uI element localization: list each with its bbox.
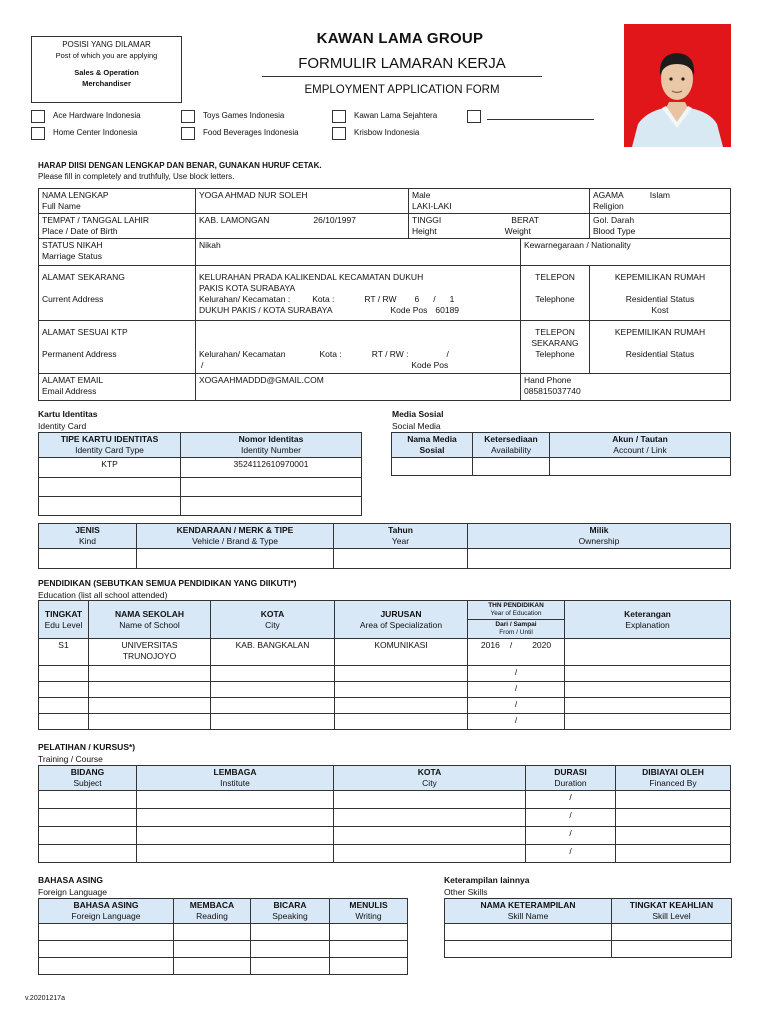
gender-label: Male <box>412 190 431 200</box>
ktp-rtrw-label: RT / RW : <box>371 349 409 359</box>
edu-col-level: TINGKAT Edu Level <box>39 601 89 639</box>
gender-field[interactable] <box>409 189 590 214</box>
address-line-2[interactable]: PAKIS KOTA SURABAYA <box>199 283 296 293</box>
language-cell[interactable] <box>39 924 174 941</box>
edu-explanation-cell[interactable] <box>565 639 731 666</box>
phone2-cell[interactable] <box>521 321 590 374</box>
ktp-kota-label: Kota : <box>319 349 342 359</box>
language-cell[interactable] <box>174 941 251 958</box>
vehicle-col-ownership: Milik Ownership <box>468 524 731 549</box>
training-col-subject: BIDANG Subject <box>39 766 137 791</box>
name-field[interactable] <box>196 189 409 214</box>
language-title-en: Foreign Language <box>38 887 108 897</box>
social-cell[interactable] <box>473 458 550 476</box>
edu-years-cell[interactable] <box>468 639 565 666</box>
personal-table <box>38 188 731 401</box>
edu-sep: / <box>509 640 513 650</box>
marital-label-cell <box>39 239 196 266</box>
training-cell[interactable] <box>334 809 526 827</box>
label-home-center: Home Center Indonesia <box>53 128 138 137</box>
training-cell[interactable] <box>616 827 731 845</box>
edu-cell[interactable] <box>211 698 335 714</box>
language-cell[interactable] <box>330 924 408 941</box>
edu-cell[interactable] <box>565 714 731 730</box>
social-col-availability: Ketersediaan Availability <box>473 433 550 458</box>
postcode-label: Kode Pos <box>390 305 428 315</box>
position-value-1[interactable]: Sales & Operation <box>74 68 139 77</box>
education-title: PENDIDIKAN (SEBUTKAN SEMUA PENDIDIKAN YANG DIIKUTI*) <box>38 578 297 588</box>
position-label-en: Post of which you are applying <box>55 51 158 60</box>
edu-col-years: THN PENDIDIKAN Year of Education Dari / Sampai From / Until <box>468 601 565 639</box>
checkbox-kls[interactable] <box>332 110 346 123</box>
edu-years-cell[interactable]: / <box>468 698 565 714</box>
language-cell[interactable] <box>174 924 251 941</box>
form-subtitle: EMPLOYMENT APPLICATION FORM <box>304 84 500 96</box>
edu-cell[interactable] <box>211 714 335 730</box>
blood-label: Gol. Darah <box>593 215 635 225</box>
edu-cell[interactable] <box>335 666 468 682</box>
edu-cell[interactable] <box>335 714 468 730</box>
position-box <box>31 36 182 103</box>
training-col-institute: LEMBAGA Institute <box>137 766 334 791</box>
training-cell[interactable] <box>39 827 137 845</box>
company-name: KAWAN LAMA GROUP <box>316 30 484 47</box>
person-photo-icon <box>624 24 731 147</box>
social-col-name: Nama Media Sosial <box>392 433 473 458</box>
checkbox-toys[interactable] <box>181 110 195 123</box>
edu-cell[interactable] <box>211 682 335 698</box>
edu-cell[interactable] <box>89 698 211 714</box>
edu-from[interactable]: 2016 <box>480 640 500 650</box>
identity-title: Kartu Identitas <box>38 409 98 419</box>
training-cell[interactable] <box>137 827 334 845</box>
training-duration-cell[interactable]: / <box>526 845 616 863</box>
marital-label-en: Marriage Status <box>42 251 102 261</box>
home-status-value[interactable]: Kost <box>651 305 669 315</box>
edu-until[interactable]: 2020 <box>532 640 552 650</box>
kelurahan-label: Kelurahan/ Kecamatan : <box>199 294 291 304</box>
other-company-field[interactable] <box>487 119 594 120</box>
edu-school-line1[interactable]: UNIVERSITAS <box>121 640 178 650</box>
height-label-en: Height <box>412 226 437 236</box>
address-label-en: Current Address <box>42 294 104 304</box>
training-cell[interactable] <box>137 809 334 827</box>
checkbox-home-center[interactable] <box>31 127 45 140</box>
language-cell[interactable] <box>330 941 408 958</box>
vehicle-col-brand: KENDARAAN / MERK & TIPE Vehicle / Brand & Type <box>137 524 334 549</box>
edu-cell[interactable] <box>565 698 731 714</box>
training-col-duration: DURASI Duration <box>526 766 616 791</box>
height-weight-cell[interactable] <box>409 214 590 239</box>
ktp-address-label: ALAMAT SESUAI KTP <box>42 327 128 337</box>
identity-table <box>38 432 362 516</box>
vehicle-col-kind: JENIS Kind <box>39 524 137 549</box>
position-value-2[interactable]: Merchandiser <box>82 79 131 88</box>
training-cell[interactable] <box>334 845 526 863</box>
social-title: Media Sosial <box>392 409 444 419</box>
identity-col-number: Nomor Identitas Identity Number <box>181 433 362 458</box>
language-col-speaking: BICARA Speaking <box>251 899 330 924</box>
identity-col-type: TIPE KARTU IDENTITAS Identity Card Type <box>39 433 181 458</box>
vehicle-col-year: Tahun Year <box>334 524 468 549</box>
social-title-en: Social Media <box>392 421 441 431</box>
edu-years-cell[interactable]: / <box>468 666 565 682</box>
skills-col-level: TINGKAT KEAHLIAN Skill Level <box>612 899 732 924</box>
label-krisbow: Krisbow Indonesia <box>354 128 420 137</box>
identity-cell[interactable] <box>39 478 181 497</box>
training-cell[interactable] <box>334 827 526 845</box>
identity-number-cell[interactable]: 3524112610970001 <box>181 458 362 478</box>
edu-city-cell[interactable]: KAB. BANGKALAN <box>211 639 335 666</box>
edu-major-cell[interactable]: KOMUNIKASI <box>335 639 468 666</box>
edu-level-cell[interactable]: S1 <box>39 639 89 666</box>
label-toys: Toys Games Indonesia <box>203 111 285 120</box>
training-cell[interactable] <box>39 809 137 827</box>
vehicle-table <box>38 523 731 569</box>
vehicle-cell[interactable] <box>137 549 334 569</box>
email-label-en: Email Address <box>42 386 97 396</box>
ktp-label-cell <box>39 321 196 374</box>
edu-col-city: KOTA City <box>211 601 335 639</box>
religion-value[interactable]: Islam <box>649 190 671 200</box>
training-cell[interactable] <box>39 845 137 863</box>
rtrw-slash: / <box>433 294 436 304</box>
phone2-label-en: Telephone <box>535 349 575 359</box>
edu-years-cell[interactable]: / <box>468 682 565 698</box>
language-col-reading: MEMBACA Reading <box>174 899 251 924</box>
rtrw-label: RT / RW <box>364 294 397 304</box>
name-label-en: Full Name <box>42 201 81 211</box>
identity-title-en: Identity Card <box>38 421 87 431</box>
form-title: FORMULIR LAMARAN KERJA <box>262 55 542 77</box>
weight-label-en: Weight <box>504 226 531 236</box>
edu-cell[interactable] <box>39 666 89 682</box>
position-label: POSISI YANG DILAMAR <box>62 40 151 49</box>
marital-field[interactable] <box>196 239 521 266</box>
edu-school-cell[interactable] <box>89 639 211 666</box>
email-field[interactable] <box>196 374 521 401</box>
blood-label-en: Blood Type <box>593 226 636 236</box>
instructions-en: Please fill in completely and truthfully, Use block letters. <box>38 172 235 181</box>
skills-title: Keterampilan lainnya <box>444 875 530 885</box>
edu-col-explanation: Keterangan Explanation <box>565 601 731 639</box>
religion-label: AGAMA <box>593 190 624 200</box>
edu-cell[interactable] <box>335 698 468 714</box>
birth-label-en: Place / Date of Birth <box>42 226 118 236</box>
edu-col-major: JURUSAN Area of Specialization <box>335 601 468 639</box>
edu-years-cell[interactable]: / <box>468 714 565 730</box>
name-value[interactable]: YOGA AHMAD NUR SOLEH <box>199 190 308 200</box>
email-label: ALAMAT EMAIL <box>42 375 104 385</box>
training-cell[interactable] <box>39 791 137 809</box>
phone-cell[interactable] <box>521 266 590 321</box>
ktp-address-label-en: Permanent Address <box>42 349 117 359</box>
height-label: TINGGI <box>412 215 442 225</box>
checkbox-krisbow[interactable] <box>332 127 346 140</box>
handphone-label: Hand Phone <box>524 375 572 385</box>
identity-type-cell[interactable]: KTP <box>39 458 181 478</box>
address-line-1[interactable]: KELURAHAN PRADA KALIKENDAL KECAMATAN DUKUH <box>199 272 424 282</box>
phone2-label: TELEPON <box>535 327 575 337</box>
nationality-label: Kewarnegaraan / Nationality <box>524 240 631 250</box>
identity-cell[interactable] <box>181 497 362 516</box>
identity-cell[interactable] <box>39 497 181 516</box>
skills-title-en: Other Skills <box>444 887 488 897</box>
training-cell[interactable] <box>137 845 334 863</box>
language-col-name: BAHASA ASING Foreign Language <box>39 899 174 924</box>
training-table <box>38 765 731 863</box>
training-duration-cell[interactable]: / <box>526 827 616 845</box>
checkbox-ace[interactable] <box>31 110 45 123</box>
edu-cell[interactable] <box>89 682 211 698</box>
phone-label-en: Telephone <box>535 294 575 304</box>
language-cell[interactable] <box>251 924 330 941</box>
language-table <box>38 898 408 975</box>
edu-school-line2[interactable]: TRUNOJOYO <box>122 651 177 661</box>
weight-label: BERAT <box>511 215 539 225</box>
blood-cell[interactable] <box>590 214 731 239</box>
vehicle-cell[interactable] <box>334 549 468 569</box>
home-status2-label: KEPEMILIKAN RUMAH <box>614 327 706 337</box>
checkbox-food[interactable] <box>181 127 195 140</box>
skills-cell[interactable] <box>612 924 732 941</box>
edu-cell[interactable] <box>565 666 731 682</box>
phone-label: TELEPON <box>535 272 575 282</box>
training-cell[interactable] <box>616 845 731 863</box>
edu-cell[interactable] <box>39 682 89 698</box>
religion-cell[interactable] <box>590 189 731 214</box>
edu-cell[interactable] <box>89 666 211 682</box>
email-value[interactable]: XOGAAHMADDD@GMAIL.COM <box>199 375 324 385</box>
social-col-account: Akun / Tautan Account / Link <box>550 433 731 458</box>
edu-col-school: NAMA SEKOLAH Name of School <box>89 601 211 639</box>
training-col-financed: DIBIAYAI OLEH Financed By <box>616 766 731 791</box>
training-cell[interactable] <box>137 791 334 809</box>
social-table <box>391 432 731 476</box>
edu-cell[interactable] <box>39 698 89 714</box>
marital-value[interactable]: Nikah <box>199 240 221 250</box>
language-cell[interactable] <box>174 958 251 975</box>
phone2-label-2: SEKARANG <box>531 338 579 348</box>
skills-col-name: NAMA KETERAMPILAN Skill Name <box>445 899 612 924</box>
address-line-3[interactable]: DUKUH PAKIS / KOTA SURABAYA <box>199 305 333 315</box>
ktp-slash: / <box>201 360 204 370</box>
home-status-label-en: Residential Status <box>625 294 695 304</box>
rw-value[interactable]: 1 <box>449 294 455 304</box>
social-cell[interactable] <box>550 458 731 476</box>
training-cell[interactable] <box>616 791 731 809</box>
kota-label: Kota : <box>312 294 335 304</box>
birth-date[interactable]: 26/10/1997 <box>313 215 356 225</box>
home-status2-label-en: Residential Status <box>625 349 695 359</box>
training-cell[interactable] <box>334 791 526 809</box>
edu-cell[interactable] <box>211 666 335 682</box>
language-cell[interactable] <box>39 958 174 975</box>
vehicle-cell[interactable] <box>468 549 731 569</box>
instructions-id: HARAP DIISI DENGAN LENGKAP DAN BENAR, GUNAKAN HURUF CETAK. <box>38 161 322 170</box>
skills-cell[interactable] <box>445 941 612 958</box>
label-ace: Ace Hardware Indonesia <box>53 111 141 120</box>
training-title: PELATIHAN / KURSUS*) <box>38 742 136 752</box>
applicant-photo <box>624 24 731 147</box>
home-status2-cell[interactable] <box>590 321 731 374</box>
social-cell[interactable] <box>392 458 473 476</box>
label-food: Food Beverages Indonesia <box>203 128 299 137</box>
ktp-rtrw-slash: / <box>446 349 449 359</box>
religion-label-en: Religion <box>593 201 624 211</box>
education-title-en: Education (list all school attended) <box>38 590 168 600</box>
birth-place[interactable]: KAB. LAMONGAN <box>199 215 270 225</box>
training-duration-cell[interactable]: / <box>526 809 616 827</box>
birth-field[interactable] <box>196 214 409 239</box>
handphone-field[interactable] <box>521 374 731 401</box>
nationality-field[interactable] <box>521 239 731 266</box>
rt-value[interactable]: 6 <box>414 294 420 304</box>
language-cell[interactable] <box>251 958 330 975</box>
ktp-postcode-label: Kode Pos <box>411 360 449 370</box>
ktp-kelurahan-label: Kelurahan/ Kecamatan <box>199 349 286 359</box>
marital-label: STATUS NIKAH <box>42 240 103 250</box>
address-field[interactable] <box>196 266 521 321</box>
version-label: v.20201217a <box>25 995 65 1002</box>
address-label-cell <box>39 266 196 321</box>
birth-label-cell <box>39 214 196 239</box>
home-status-label: KEPEMILIKAN RUMAH <box>614 272 706 282</box>
training-duration-cell[interactable]: / <box>526 791 616 809</box>
home-status-cell[interactable] <box>590 266 731 321</box>
name-label: NAMA LENGKAP <box>42 190 109 200</box>
skills-table <box>444 898 732 958</box>
edu-cell[interactable] <box>89 714 211 730</box>
handphone-value[interactable]: 085815037740 <box>524 386 581 396</box>
training-col-city: KOTA City <box>334 766 526 791</box>
name-label-cell <box>39 189 196 214</box>
language-cell[interactable] <box>330 958 408 975</box>
skills-cell[interactable] <box>445 924 612 941</box>
postcode-value[interactable]: 60189 <box>435 305 460 315</box>
address-label: ALAMAT SEKARANG <box>42 272 125 282</box>
skills-cell[interactable] <box>612 941 732 958</box>
edu-cell[interactable] <box>39 714 89 730</box>
label-kls: Kawan Lama Sejahtera <box>354 111 438 120</box>
training-cell[interactable] <box>616 809 731 827</box>
education-table <box>38 600 731 730</box>
edu-cell[interactable] <box>565 682 731 698</box>
ktp-address-field[interactable] <box>196 321 521 374</box>
edu-cell[interactable] <box>335 682 468 698</box>
gender-value[interactable]: LAKI-LAKI <box>412 201 452 211</box>
vehicle-cell[interactable] <box>39 549 137 569</box>
language-cell[interactable] <box>39 941 174 958</box>
identity-cell[interactable] <box>181 478 362 497</box>
language-cell[interactable] <box>251 941 330 958</box>
language-title: BAHASA ASING <box>38 875 104 885</box>
language-col-writing: MENULIS Writing <box>330 899 408 924</box>
email-label-cell <box>39 374 196 401</box>
checkbox-other[interactable] <box>467 110 481 123</box>
birth-label: TEMPAT / TANGGAL LAHIR <box>42 215 150 225</box>
training-title-en: Training / Course <box>38 754 103 764</box>
